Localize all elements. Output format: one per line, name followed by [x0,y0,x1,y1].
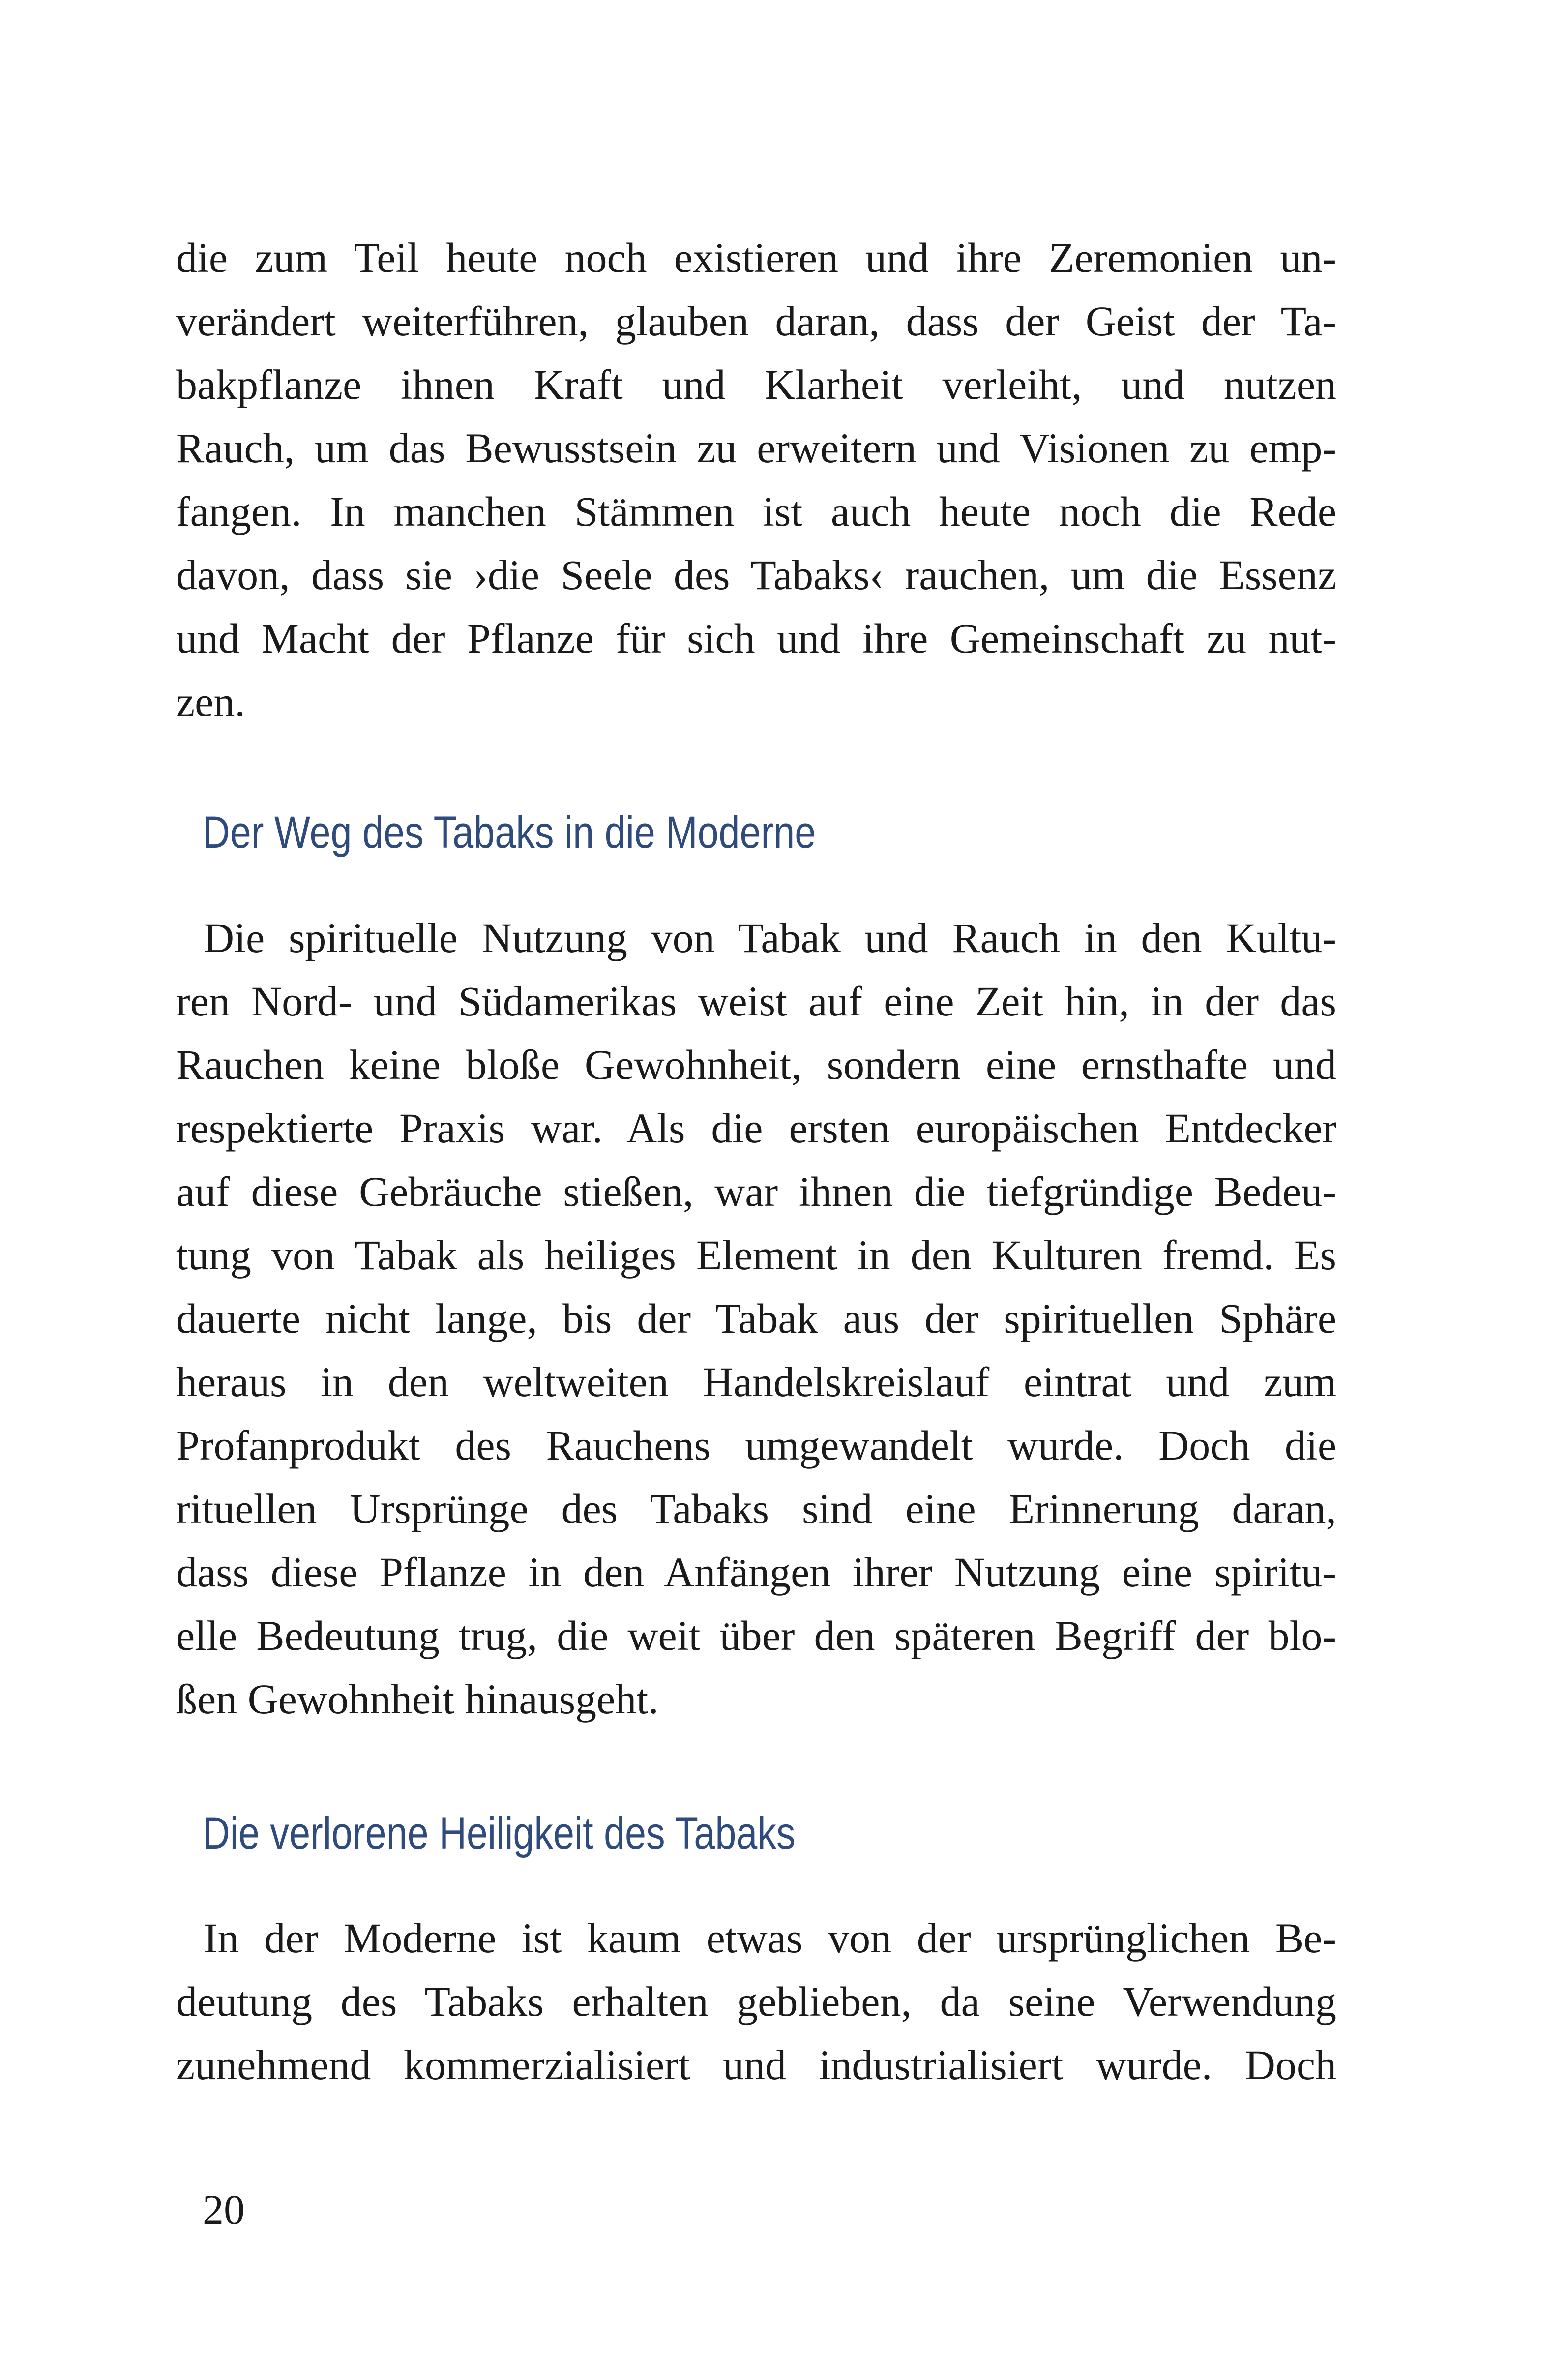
text-line: bakpflanze ihnen Kraft und Klarheit verleiht, und nutzen [176,361,1336,408]
text-line: und Macht der Pflanze für sich und ihre Gemeinschaft zu nut- [176,615,1336,662]
text-line: die zum Teil heute noch existieren und ihre Zeremonien un- [176,234,1336,281]
text-line: Profanprodukt des Rauchens umgewandelt wurde. Doch die [176,1422,1336,1469]
text-line: auf diese Gebräuche stießen, war ihnen die tiefgründige Bedeu- [176,1168,1336,1215]
text-line: zen. [176,678,245,725]
text-line: verändert weiterführen, glauben daran, dass der Geist der Ta- [176,298,1336,345]
text-line: Rauch, um das Bewusstsein zu erweitern und Visionen zu emp- [176,424,1336,472]
text-line: elle Bedeutung trug, die weit über den späteren Begriff der blo- [176,1612,1336,1659]
text-line: tung von Tabak als heiliges Element in den Kulturen fremd. Es [176,1231,1336,1279]
text-line: In der Moderne ist kaum etwas von der ursprünglichen Be- [204,1914,1336,1962]
text-line: dauerte nicht lange, bis der Tabak aus der spirituellen Sphäre [176,1295,1336,1342]
text-line: davon, dass sie ›die Seele des Tabaks‹ rauchen, um die Essenz [176,551,1336,598]
section-heading: Der Weg des Tabaks in die Moderne [203,807,816,858]
text-line: dass diese Pflanze in den Anfängen ihrer Nutzung eine spiritu- [176,1549,1336,1596]
text-line: respektierte Praxis war. Als die ersten europäischen Entdecker [176,1104,1336,1152]
text-line: heraus in den weltweiten Handelskreislauf eintrat und zum [176,1358,1336,1405]
paragraph-2 [176,906,1336,1731]
text-line: rituellen Ursprünge des Tabaks sind eine Erinnerung daran, [176,1485,1336,1532]
text-line: ren Nord- und Südamerikas weist auf eine Zeit hin, in der das [176,978,1336,1025]
text-line: zunehmend kommerzialisiert und industrialisiert wurde. Doch [176,2041,1336,2089]
paragraph-1 [176,226,1336,734]
text-line: deutung des Tabaks erhalten geblieben, da seine Verwendung [176,1978,1336,2025]
text-line: Rauchen keine bloße Gewohnheit, sondern eine ernsthafte und [176,1041,1336,1088]
text-line: ßen Gewohnheit hinausgeht. [176,1675,659,1723]
section-heading: Die verlorene Heiligkeit des Tabaks [203,1808,796,1858]
text-line: fangen. In manchen Stämmen ist auch heute noch die Rede [176,488,1336,535]
paragraph-3 [176,1907,1336,2097]
page-number: 20 [203,2186,245,2233]
text-line: Die spirituelle Nutzung von Tabak und Rauch in den Kultu- [204,914,1336,961]
